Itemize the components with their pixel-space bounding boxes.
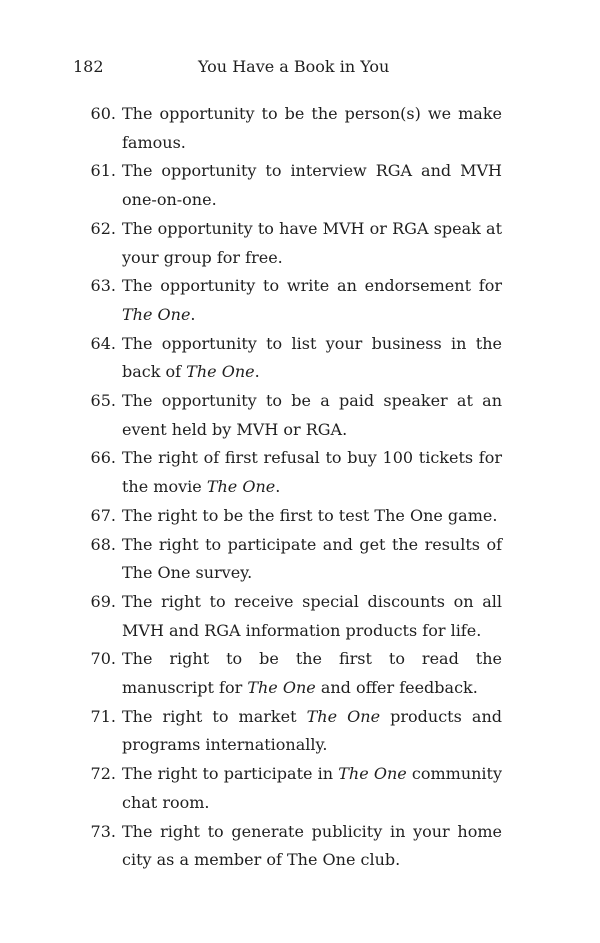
- list-item: [0, 760, 600, 817]
- item-text: [122, 100, 502, 157]
- item-text: [122, 531, 502, 588]
- italic-title: The One: [247, 678, 316, 698]
- list-item: [0, 645, 600, 702]
- item-number: 60.: [90, 104, 116, 123]
- item-number: 63.: [90, 276, 116, 296]
- item-text: [122, 444, 502, 501]
- item-text: [122, 330, 502, 387]
- text-segment: The opportunity to have MVH or RGA speak at your group for free.: [122, 218, 502, 267]
- italic-title: The One: [338, 764, 407, 784]
- text-segment: The right to be the first to test The One game.: [122, 505, 498, 525]
- italic-title: The One: [122, 304, 191, 324]
- running-head: [0, 56, 600, 78]
- item-number: 66.: [90, 448, 116, 468]
- text-segment: The opportunity to interview RGA and MVH one-on-one.: [122, 161, 502, 210]
- item-number: 71.: [90, 706, 116, 726]
- item-number: 65.: [90, 391, 116, 411]
- item-text: [122, 272, 502, 329]
- list-item: [0, 502, 600, 531]
- list-item: [0, 588, 600, 645]
- list-item: [0, 100, 600, 157]
- list-item: [0, 330, 600, 387]
- text-segment: and offer feedback.: [315, 678, 478, 698]
- text-segment: The opportunity to be a paid speaker at an event held by MVH or RGA.: [122, 391, 502, 439]
- text-segment: community chat room.: [122, 764, 503, 812]
- text-segment: .: [190, 304, 196, 324]
- text-segment: .: [254, 362, 260, 382]
- item-text: [122, 215, 502, 272]
- item-number: 72.: [90, 764, 116, 784]
- item-text: [122, 760, 502, 817]
- list-item: [0, 272, 600, 329]
- item-number: 62.: [90, 218, 116, 238]
- text-segment: The right to market: [122, 706, 307, 726]
- text-segment: The right of first refusal to buy 100 tickets for the movie: [122, 448, 502, 497]
- text-segment: .: [275, 477, 281, 497]
- item-number: 68.: [90, 534, 116, 554]
- list-item: [0, 215, 600, 272]
- list-item: [0, 703, 600, 760]
- item-text: [122, 387, 502, 444]
- list-item: [0, 387, 600, 444]
- italic-title: The One: [186, 362, 255, 382]
- item-text: [122, 645, 502, 702]
- item-text: [122, 818, 502, 875]
- item-number: 73.: [90, 821, 116, 841]
- italic-title: The One: [306, 706, 381, 726]
- list-item: [0, 531, 600, 588]
- text-segment: The opportunity to list your business in the back of: [122, 333, 502, 382]
- item-number: 64.: [90, 333, 116, 353]
- item-number: 70.: [90, 649, 116, 669]
- list-item: [0, 818, 600, 875]
- list-item: [0, 444, 600, 501]
- list-item: [0, 157, 600, 214]
- text-segment: The right to generate publicity in your home city as a member of The One club.: [122, 821, 502, 870]
- text-segment: The right to participate and get the results of The One survey.: [122, 534, 502, 583]
- text-segment: The right to participate in: [122, 764, 339, 784]
- item-number: 67.: [90, 505, 116, 525]
- item-text: [122, 157, 502, 214]
- text-segment: products and programs internationally.: [122, 706, 503, 755]
- item-text: [122, 588, 502, 645]
- item-text: [122, 502, 502, 531]
- page-number: 182: [73, 57, 104, 76]
- numbered-list: [0, 100, 600, 875]
- text-segment: The opportunity to write an endorsement for: [122, 276, 502, 296]
- book-title: You Have a Book in You: [198, 57, 390, 76]
- italic-title: The One: [206, 477, 276, 497]
- text-segment: The right to be the first to read the manuscript for: [122, 649, 502, 698]
- item-number: 69.: [90, 591, 116, 611]
- text-segment: The opportunity to be the person(s) we make famous.: [122, 104, 502, 152]
- text-segment: The right to receive special discounts on all MVH and RGA information products for life.: [122, 591, 502, 640]
- item-number: 61.: [90, 161, 116, 181]
- item-text: [122, 703, 502, 760]
